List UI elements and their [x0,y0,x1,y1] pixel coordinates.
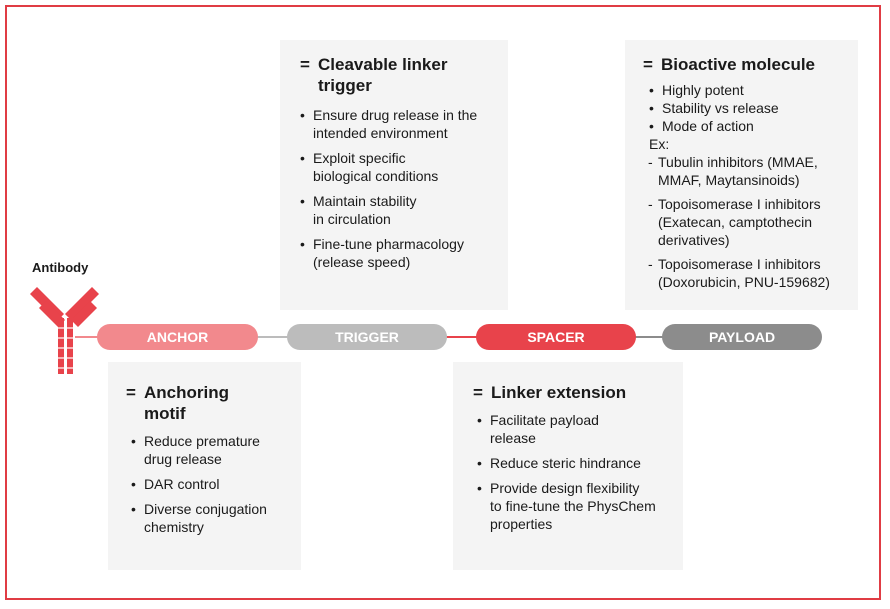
stage-trigger: TRIGGER [287,324,447,350]
panel-title: = Bioactive molecule [643,55,816,74]
panel-anchoring-motif [108,362,301,570]
list-item: • DAR control [131,475,291,493]
list-item: • Highly potent [649,81,848,99]
bullet-list [477,411,673,533]
panel-cleavable-linker-trigger [280,40,508,310]
stage-payload: PAYLOAD [662,324,822,350]
list-item: • Fine-tune pharmacology (release speed) [300,235,494,271]
list-item: • Exploit specific biological conditions [300,149,494,185]
stage-spacer: SPACER [476,324,636,350]
stage-anchor: ANCHOR [97,324,258,350]
connector-line [256,336,288,338]
list-item: • Ensure drug release in the intended environment [300,106,494,142]
list-item: • Stability vs release [649,99,848,117]
connector-line [446,336,478,338]
list-item: • Diverse conjugation chemistry [131,500,291,536]
bullet-list [649,81,848,135]
list-item: • Provide design flexibility to fine-tune the PhysChem properties [477,479,673,533]
example-item: - Tubulin inhibitors (MMAE, MMAF, Maytansinoids) [648,153,848,189]
list-item: • Reduce premature drug release [131,432,291,468]
example-item: - Topoisomerase I inhibitors (Doxorubicin, PNU-159682) [648,255,848,291]
antibody-icon [28,280,108,380]
panel-title: = Anchoring motif [126,383,229,423]
antibody-label: Antibody [32,260,89,275]
list-item: • Maintain stability in circulation [300,192,494,228]
connector-line [635,336,663,338]
example-item: - Topoisomerase I inhibitors (Exatecan, camptothecin derivatives) [648,195,848,249]
panel-title: = Cleavable linker trigger [300,55,448,95]
panel-bioactive-molecule [625,40,858,310]
list-item: • Mode of action [649,117,848,135]
panel-title: = Linker extension [473,383,627,402]
list-item: • Reduce steric hindrance [477,454,673,472]
examples-label: Ex: [649,136,670,152]
list-item: • Facilitate payload release [477,411,673,447]
bullet-list [131,432,291,536]
panel-linker-extension [453,362,683,570]
bullet-list [300,106,494,271]
